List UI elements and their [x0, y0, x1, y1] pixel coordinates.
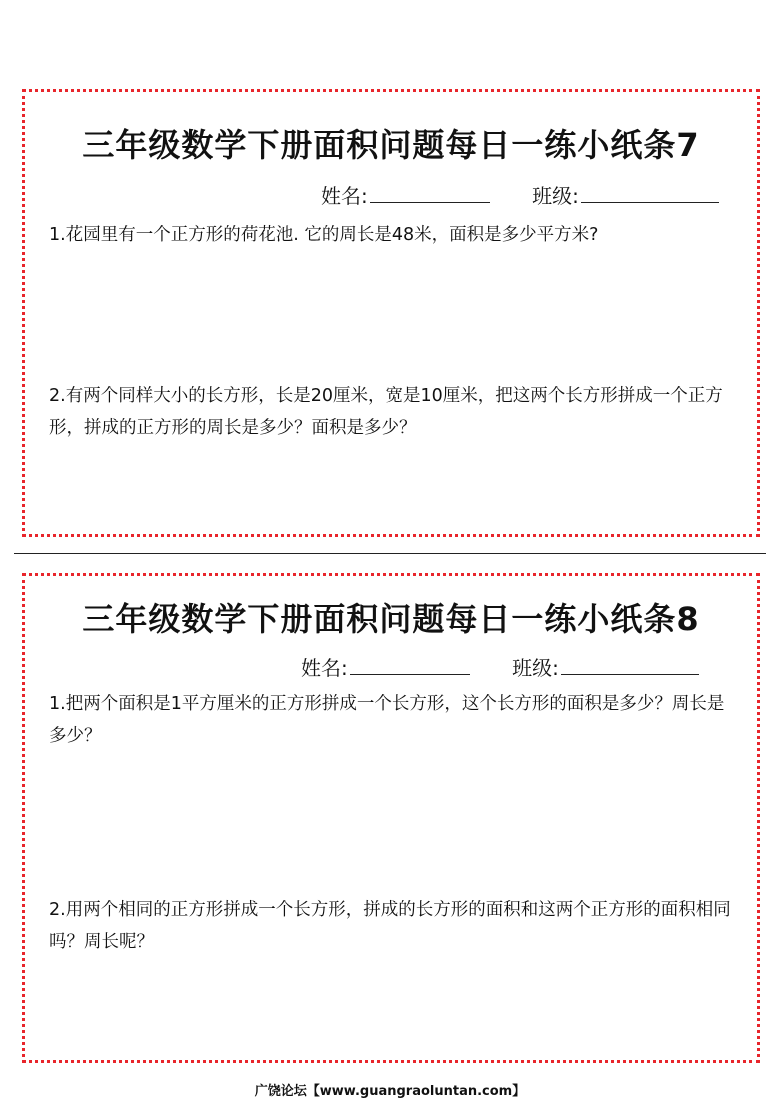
name-class-row	[301, 652, 699, 681]
name-class-row	[321, 180, 719, 209]
card-title: 三年级数学下册面积问题每日一练小纸条7	[82, 126, 700, 164]
question-1: 1.把两个面积是1平方厘米的正方形拼成一个长方形，这个长方形的面积是多少？周长是多少？	[49, 694, 725, 746]
question-1: 1.花园里有一个正方形的荷花池. 它的周长是48米，面积是多少平方米?	[49, 225, 599, 245]
worksheet-card-8	[22, 573, 760, 1063]
name-label: 姓名:	[321, 184, 368, 208]
class-blank[interactable]	[561, 656, 699, 675]
name-blank[interactable]	[370, 184, 490, 203]
name-blank[interactable]	[350, 656, 470, 675]
question-2: 2.有两个同样大小的长方形，长是20厘米，宽是10厘米，把这两个长方形拼成一个正方形，拼成的正方形的周长是多少？面积是多少？	[49, 386, 723, 438]
class-blank[interactable]	[581, 184, 719, 203]
class-label: 班级:	[512, 656, 559, 680]
footer-source: 广饶论坛【www.guangraoluntan.com】	[254, 1084, 526, 1099]
class-label: 班级:	[532, 184, 579, 208]
worksheet-card-7	[22, 89, 760, 537]
question-2: 2.用两个相同的正方形拼成一个长方形，拼成的长方形的面积和这两个正方形的面积相同吗？周长呢？	[49, 900, 731, 952]
card-title: 三年级数学下册面积问题每日一练小纸条8	[82, 600, 700, 638]
name-label: 姓名:	[301, 656, 348, 680]
cut-line-divider	[14, 553, 766, 554]
